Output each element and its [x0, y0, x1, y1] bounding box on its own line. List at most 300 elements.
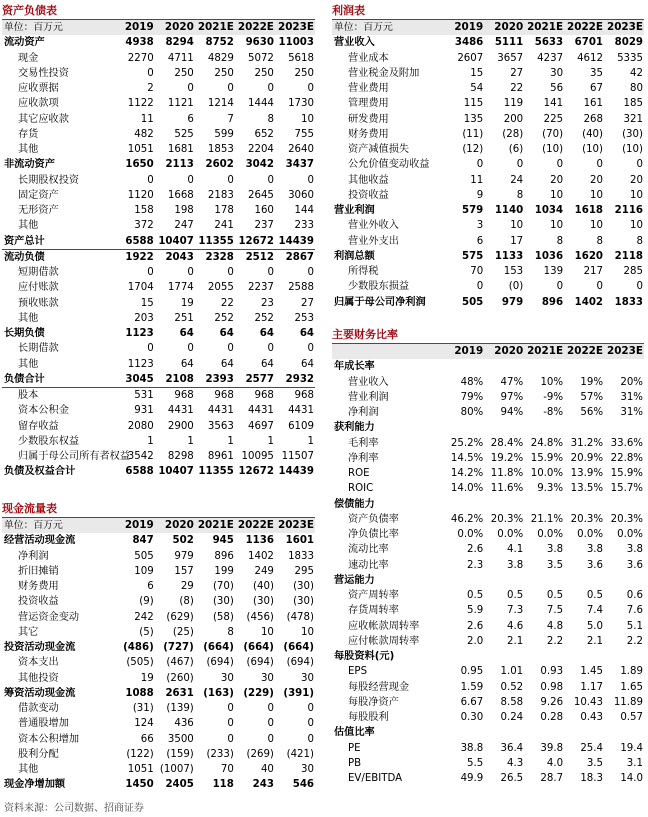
cell-value: 6588: [125, 466, 154, 478]
row-label: 归属于母公司净利润: [334, 296, 426, 308]
cell-value: (694): [246, 657, 274, 669]
cell-value: 6701: [574, 37, 604, 49]
cell-value: 10: [550, 220, 564, 232]
row-label: 其它: [18, 626, 39, 638]
cell-value: 25.2%: [450, 437, 484, 449]
cell-value: (5): [139, 626, 154, 638]
cell-value: 20.3%: [610, 513, 643, 525]
cell-value: 3486: [454, 37, 484, 49]
cell-value: 1136: [245, 535, 274, 547]
cell-value: 1140: [494, 205, 524, 216]
cell-value: 67: [590, 83, 604, 94]
cell-value: 7.5: [546, 605, 564, 617]
cell-value: (421): [286, 748, 314, 760]
table-row: [332, 603, 644, 618]
cell-value: 0.5: [586, 590, 604, 601]
cell-value: 11.89: [613, 696, 643, 708]
row-label: 毛利率: [348, 437, 379, 449]
cell-value: 3: [476, 220, 484, 232]
cell-value: 199: [214, 565, 234, 577]
cell-value: 15: [140, 297, 154, 309]
table-row: [332, 634, 644, 649]
cell-value: 0.57: [620, 712, 643, 723]
cash-flow-panel: [2, 500, 315, 793]
cell-value: 64: [299, 328, 314, 339]
cell-value: 2.2: [626, 635, 643, 647]
cell-value: 20.3%: [570, 513, 604, 525]
cell-value: 1922: [115, 249, 155, 265]
cell-value: 0: [596, 281, 604, 293]
cell-value: [444, 497, 484, 512]
cell-value: 2043: [155, 249, 195, 265]
source-note: 资料来源：公司数据、招商证券: [4, 803, 144, 814]
cell-value: 0: [227, 83, 234, 94]
cell-value: 2183: [207, 189, 234, 201]
cell-value: (30): [293, 596, 314, 608]
cell-value: 0: [267, 703, 274, 714]
cell-value: 10: [301, 626, 314, 638]
cell-value: 1: [227, 435, 234, 447]
table-row: [332, 264, 644, 279]
balance-sheet-table: [2, 20, 315, 480]
cell-value: 979: [501, 296, 524, 308]
cell-value: 0: [267, 83, 274, 94]
cell-value: 12672: [238, 235, 274, 247]
cell-value: 1620: [574, 250, 604, 262]
cell-value: 9630: [245, 37, 274, 49]
table-row: [332, 295, 644, 310]
cell-value: 64: [180, 358, 194, 370]
cell-value: (694): [286, 657, 314, 669]
row-label: 短期借款: [18, 267, 59, 278]
cell-value: 285: [623, 266, 643, 277]
header-row: [2, 20, 315, 35]
row-label: 非流动资产: [4, 159, 55, 171]
cell-value: 8752: [205, 37, 234, 49]
cell-value: 94%: [500, 407, 524, 418]
year-header: 2023E: [275, 518, 315, 533]
cell-value: 11507: [281, 451, 314, 462]
cell-value: 9.26: [540, 696, 564, 708]
cell-value: 64: [301, 358, 314, 370]
table-row: [2, 234, 315, 250]
cell-value: 47%: [500, 376, 524, 388]
cell-value: [604, 725, 644, 740]
cell-value: 10095: [241, 451, 274, 462]
cell-value: (31): [132, 703, 154, 714]
cell-value: 4237: [537, 52, 564, 64]
cell-value: 66: [140, 733, 154, 745]
cell-value: (486): [123, 642, 154, 653]
cell-value: [524, 649, 564, 664]
cell-value: 97%: [500, 391, 524, 403]
cell-value: 11.6%: [490, 483, 524, 495]
cell-value: 35: [590, 67, 604, 79]
row-label: 长期借款: [18, 343, 59, 355]
cell-value: 1601: [285, 535, 314, 547]
table-row: [2, 671, 315, 686]
table-row: [2, 357, 315, 372]
cell-value: 21.1%: [530, 513, 564, 525]
row-label: 偿债能力: [334, 498, 375, 510]
cell-value: 119: [503, 98, 524, 110]
cell-value: [604, 649, 644, 664]
row-label: 每股股利: [348, 712, 389, 723]
cell-value: 6588: [125, 235, 154, 247]
row-label: 资产减值损失: [348, 144, 410, 155]
cell-value: 2116: [614, 205, 643, 216]
cell-value: -9%: [543, 391, 564, 403]
cell-value: 30: [301, 764, 314, 775]
cell-value: [604, 420, 644, 435]
cell-value: (11): [462, 128, 484, 140]
cell-value: (30): [293, 581, 314, 592]
cell-value: (10): [542, 144, 564, 155]
table-row: [2, 549, 315, 564]
cell-value: 3.1: [626, 757, 643, 769]
cell-value: 3045: [125, 373, 154, 385]
year-header: 2019: [115, 518, 155, 533]
table-row: [2, 701, 315, 716]
cell-value: 2.6: [467, 620, 484, 632]
row-label: 资本支出: [18, 657, 59, 669]
table-row: [2, 388, 315, 404]
cell-value: (10): [582, 144, 604, 155]
cell-value: 0.0%: [537, 529, 564, 540]
cell-value: (40): [582, 128, 604, 140]
cell-value: [444, 359, 484, 374]
table-row: [332, 664, 644, 679]
cell-value: 0.24: [500, 712, 524, 723]
cell-value: 27: [510, 67, 524, 79]
cell-value: (6): [508, 144, 524, 155]
cell-value: (70): [542, 128, 564, 140]
cell-value: 2080: [127, 420, 154, 432]
year-header: 2019: [444, 20, 484, 35]
table-row: [332, 142, 644, 157]
cell-value: 2645: [247, 189, 274, 201]
income-statement-panel: [332, 2, 644, 310]
cell-value: 1051: [127, 764, 154, 775]
cell-value: 14.0%: [450, 483, 484, 495]
year-header: 2020: [155, 518, 195, 533]
cell-value: 200: [503, 113, 524, 125]
cell-value: 1: [307, 435, 314, 447]
cell-value: 10: [630, 220, 643, 232]
row-label: 普通股增加: [18, 718, 69, 730]
cell-value: 3657: [497, 52, 524, 64]
cell-value: [604, 497, 644, 512]
cell-value: 2118: [614, 250, 643, 262]
cell-value: 931: [134, 405, 154, 417]
cell-value: 19: [140, 672, 154, 684]
cell-value: 8294: [165, 37, 194, 49]
cell-value: [484, 359, 524, 374]
cell-value: 2577: [245, 373, 274, 385]
cell-value: 1402: [574, 296, 604, 308]
cell-value: 5618: [288, 52, 314, 64]
row-label: 筹资活动现金流: [4, 687, 76, 699]
table-row: [2, 403, 315, 418]
cell-value: 27: [301, 297, 314, 309]
cell-value: 3500: [167, 733, 194, 745]
cell-value: 24.8%: [530, 437, 564, 449]
cell-value: (467): [166, 657, 194, 669]
cell-value: [564, 497, 604, 512]
row-label: PE: [348, 742, 361, 754]
cell-value: 14439: [278, 235, 314, 247]
cell-value: 968: [275, 388, 315, 404]
cell-value: 5335: [617, 52, 643, 64]
cell-value: 2867: [275, 249, 315, 265]
table-row: [2, 449, 315, 464]
cell-value: 40: [260, 764, 274, 775]
table-row: [332, 66, 644, 81]
cell-value: 10: [550, 189, 564, 201]
cell-value: 0.93: [540, 666, 564, 678]
cell-value: [484, 497, 524, 512]
table-row: [332, 51, 644, 66]
cell-value: 10407: [158, 235, 194, 247]
section-title: 资产负债表: [2, 2, 315, 20]
cell-value: 0: [147, 67, 154, 79]
table-row: [332, 436, 644, 451]
cell-value: 2631: [165, 687, 194, 699]
cell-value: 79%: [460, 391, 484, 403]
row-label: 投资活动现金流: [4, 642, 76, 653]
table-row: [2, 81, 315, 96]
cell-value: 0: [227, 703, 234, 714]
cell-value: 599: [214, 128, 234, 140]
row-label: 长期股权投资: [18, 174, 80, 186]
table-row: [332, 173, 644, 188]
cell-value: 2607: [457, 52, 484, 64]
cell-value: 1.65: [620, 681, 643, 693]
cell-value: 1704: [127, 282, 154, 294]
cell-value: 0: [267, 718, 274, 730]
cell-value: 135: [463, 113, 484, 125]
cell-value: 1.59: [460, 681, 484, 693]
cell-value: 1034: [534, 205, 564, 216]
cell-value: [484, 420, 524, 435]
row-label: 营业外收入: [348, 220, 399, 232]
table-row: [2, 419, 315, 434]
cell-value: 1774: [167, 282, 194, 294]
cell-value: 56: [550, 83, 564, 94]
cell-value: 118: [212, 779, 234, 791]
cell-value: 15.7%: [610, 483, 643, 495]
section-title: 主要财务比率: [332, 326, 644, 344]
cell-value: 1: [147, 435, 154, 447]
cell-value: 157: [174, 565, 194, 577]
cell-value: 225: [543, 113, 564, 125]
cell-value: 141: [543, 98, 564, 110]
cell-value: 2.1: [586, 635, 604, 647]
row-label: 其他: [18, 312, 39, 324]
row-label: 净利率: [348, 452, 379, 464]
table-row: [2, 777, 315, 792]
cell-value: 2640: [288, 144, 314, 155]
year-header: 2019: [115, 20, 155, 35]
table-row: [332, 527, 644, 542]
table-row: [332, 771, 644, 786]
row-label: 营业外支出: [348, 235, 399, 247]
row-label: 营业成本: [348, 52, 389, 64]
cell-value: (10): [622, 144, 643, 155]
cell-value: 57%: [580, 391, 604, 403]
row-label: 投资收益: [18, 596, 59, 608]
cell-value: 46.2%: [450, 513, 484, 525]
cell-value: 30: [220, 672, 234, 684]
cell-value: 2.2: [546, 635, 564, 647]
cell-value: 4.3: [506, 757, 524, 769]
cell-value: 250: [174, 67, 194, 79]
cell-value: 0.0%: [497, 529, 524, 540]
table-row: [332, 188, 644, 203]
cell-value: 161: [583, 98, 604, 110]
cell-value: 0: [187, 267, 194, 278]
cell-value: 1681: [167, 144, 194, 155]
row-label: 营业利润: [334, 205, 375, 216]
cell-value: 5072: [247, 52, 274, 64]
row-label: 净负债比率: [348, 529, 399, 540]
cell-value: 652: [254, 128, 274, 140]
header-row: [2, 518, 315, 533]
header-row: [332, 20, 644, 35]
table-row: [332, 35, 644, 50]
table-row: [2, 96, 315, 111]
year-header: 2023E: [604, 20, 644, 35]
table-row: [2, 716, 315, 731]
row-label: 财务费用: [348, 128, 389, 140]
table-row: [332, 127, 644, 142]
cell-value: 0: [187, 343, 194, 355]
cell-value: 755: [294, 128, 314, 140]
cell-value: 217: [583, 266, 604, 277]
row-label: 估值比率: [334, 727, 375, 739]
table-row: [2, 579, 315, 594]
cell-value: (58): [212, 611, 234, 623]
ratios-table: [332, 344, 644, 786]
cell-value: 1121: [167, 98, 194, 110]
cell-value: [564, 573, 604, 588]
cell-value: [444, 649, 484, 664]
cell-value: [524, 725, 564, 740]
cell-value: (40): [253, 581, 274, 592]
cell-value: 0.28: [540, 712, 564, 723]
balance-sheet-panel: [2, 2, 315, 480]
table-row: [2, 218, 315, 233]
cell-value: 2108: [165, 373, 194, 385]
cell-value: 0: [147, 343, 154, 355]
cell-value: 42: [630, 67, 643, 79]
cell-value: 1123: [125, 328, 154, 339]
cell-value: 64: [179, 328, 194, 339]
row-label: 应收票据: [18, 83, 59, 94]
table-row: [2, 311, 315, 326]
table-row: [2, 610, 315, 625]
cell-value: 30: [301, 672, 314, 684]
row-label: 少数股东损益: [348, 281, 410, 293]
row-label: 资产周转率: [348, 590, 399, 601]
row-label: 借款变动: [18, 703, 59, 714]
cell-value: 70: [220, 764, 234, 775]
cell-value: 4431: [167, 405, 194, 417]
cell-value: 124: [134, 718, 154, 730]
cell-value: 252: [214, 312, 234, 324]
row-label: 交易性投资: [18, 67, 69, 79]
cell-value: 1.01: [500, 666, 524, 678]
table-row: [332, 756, 644, 771]
cell-value: 372: [134, 220, 154, 232]
cell-value: 0.6: [626, 590, 643, 601]
table-row: [2, 326, 315, 341]
cell-value: (0): [508, 281, 524, 293]
cell-value: 144: [294, 205, 314, 216]
cell-value: 4938: [125, 37, 154, 49]
cell-value: 2512: [235, 249, 275, 265]
table-row: [332, 558, 644, 573]
cell-value: 2237: [247, 282, 274, 294]
unit-label: 单位：百万元: [332, 20, 444, 35]
cell-value: 31%: [620, 391, 643, 403]
cell-value: 20%: [620, 376, 643, 388]
cell-value: 3.6: [586, 559, 604, 571]
row-label: 存货周转率: [348, 605, 399, 617]
cell-value: (505): [126, 657, 154, 669]
cell-value: 5111: [494, 37, 524, 49]
cell-value: 28.4%: [490, 437, 524, 449]
cell-value: (8): [179, 596, 194, 608]
cell-value: 5.5: [467, 757, 484, 769]
table-row: [332, 542, 644, 557]
table-row: [332, 512, 644, 527]
table-row: [332, 420, 644, 435]
row-label: 利润总额: [334, 250, 375, 262]
cell-value: 3.6: [626, 559, 643, 571]
cell-value: (456): [246, 611, 274, 623]
cell-value: 3563: [207, 420, 234, 432]
cell-value: 0: [556, 159, 564, 171]
table-row: [2, 341, 315, 356]
cell-value: 968: [155, 388, 195, 404]
cell-value: 0.30: [460, 712, 484, 723]
cell-value: 20: [550, 174, 564, 186]
cell-value: 0.0%: [577, 529, 604, 540]
income-statement-table: [332, 20, 644, 310]
table-row: [2, 434, 315, 449]
header-row: [332, 344, 644, 359]
cell-value: 10.0%: [530, 468, 564, 479]
row-label: 每股经营现金: [348, 681, 410, 693]
cell-value: 14439: [278, 466, 314, 478]
row-label: EPS: [348, 666, 368, 678]
cell-value: 321: [623, 113, 643, 125]
cell-value: 0: [636, 281, 643, 293]
cell-value: 9.3%: [537, 483, 564, 495]
table-row: [2, 625, 315, 640]
cell-value: [444, 420, 484, 435]
cell-value: 0: [307, 733, 314, 745]
table-row: [332, 81, 644, 96]
table-row: [332, 249, 644, 264]
cell-value: 3.5: [586, 757, 604, 769]
row-label: 股本: [2, 388, 115, 404]
cell-value: 22.8%: [610, 452, 643, 464]
cell-value: 8: [556, 235, 564, 247]
cell-value: 5.0: [586, 620, 604, 632]
cell-value: 945: [212, 535, 234, 547]
